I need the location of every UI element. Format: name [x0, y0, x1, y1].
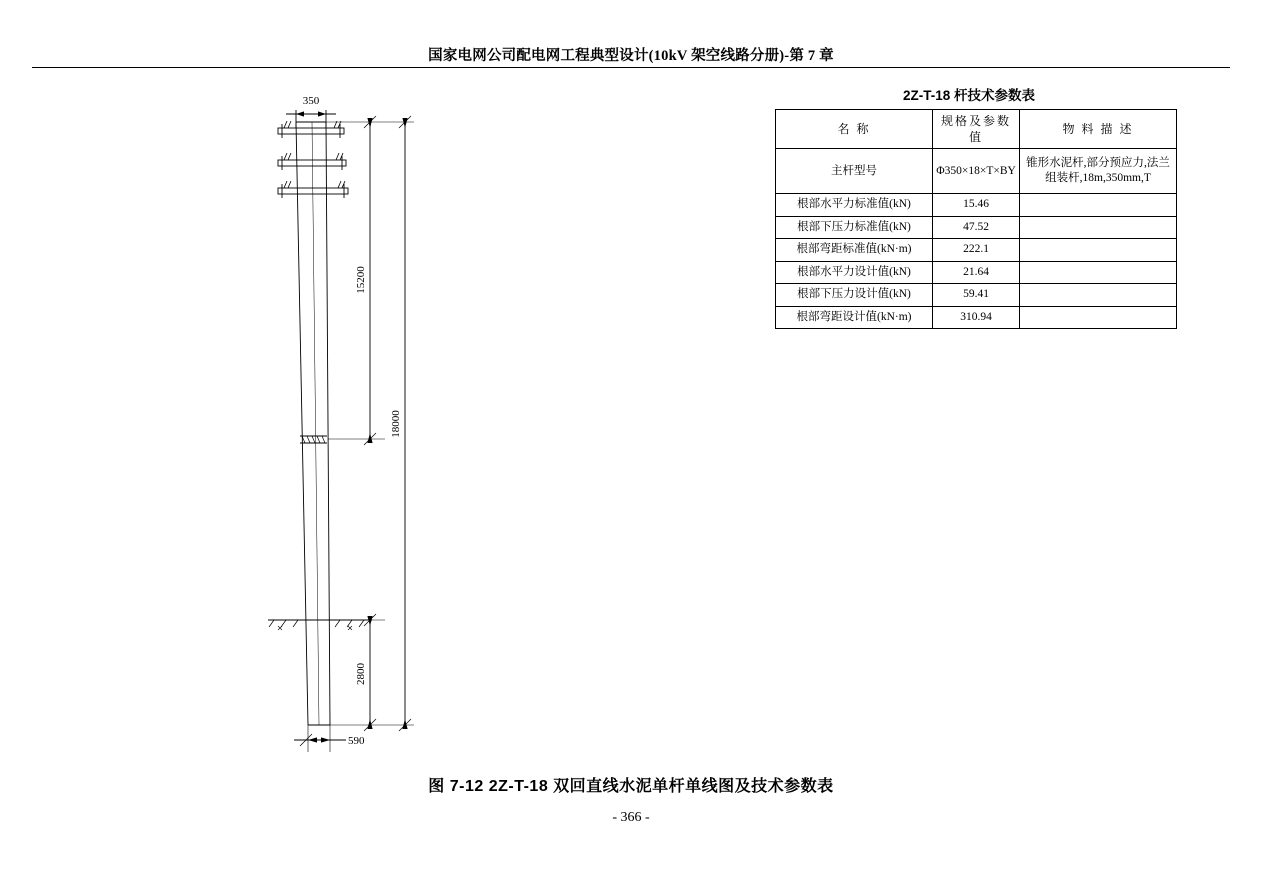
table-row: [776, 284, 1177, 307]
spec-table-caption: 2Z-T-18 杆技术参数表: [902, 88, 1035, 103]
row-desc: [1020, 306, 1177, 329]
table-header-row: [776, 110, 1177, 149]
row-desc: [1020, 239, 1177, 262]
header-divider: [32, 67, 1230, 68]
row-name: 根部水平力设计值(kN): [776, 261, 933, 284]
row-desc: [1020, 194, 1177, 217]
row-desc: [1020, 284, 1177, 307]
row-name: 根部弯距设计值(kN·m): [776, 306, 933, 329]
row-value: 15.46: [933, 194, 1020, 217]
dim-upper-height: 15200: [355, 266, 367, 294]
column-header-desc: 物 料 描 述: [1020, 110, 1177, 149]
dim-base-width: 590: [348, 735, 365, 747]
table-row: [776, 239, 1177, 262]
figure-caption: 图 7-12 2Z-T-18 双回直线水泥单杆单线图及技术参数表: [428, 778, 834, 795]
row-desc: 锥形水泥杆,部分预应力,法兰组装杆,18m,350mm,T: [1020, 149, 1177, 194]
table-row: [776, 306, 1177, 329]
row-value: 59.41: [933, 284, 1020, 307]
spec-table-block: [775, 84, 1170, 329]
row-value: 21.64: [933, 261, 1020, 284]
row-value: 222.1: [933, 239, 1020, 262]
row-desc: [1020, 261, 1177, 284]
table-row: [776, 194, 1177, 217]
dim-top-width: 350: [302, 95, 320, 107]
dim-buried-depth: 2800: [355, 663, 367, 685]
row-name: 根部弯距标准值(kN·m): [776, 239, 933, 262]
page-number: - 366 -: [612, 810, 650, 825]
row-value: 47.52: [933, 216, 1020, 239]
table-row: [776, 149, 1177, 194]
spec-table: [775, 109, 1177, 329]
row-name: 根部下压力标准值(kN): [776, 216, 933, 239]
dim-total-height: 18000: [390, 410, 402, 438]
page-header-title: 国家电网公司配电网工程典型设计(10kV 架空线路分册)-第 7 章: [428, 48, 834, 64]
table-row: [776, 261, 1177, 284]
row-name: 主杆型号: [776, 149, 933, 194]
row-desc: [1020, 216, 1177, 239]
row-value: Φ350×18×T×BY: [933, 149, 1020, 194]
row-name: 根部下压力设计值(kN): [776, 284, 933, 307]
row-value: 310.94: [933, 306, 1020, 329]
row-name: 根部水平力标准值(kN): [776, 194, 933, 217]
column-header-value: 规格及参数值: [933, 110, 1020, 149]
table-row: [776, 216, 1177, 239]
pole-drawing: [230, 80, 670, 770]
column-header-name: 名 称: [776, 110, 933, 149]
